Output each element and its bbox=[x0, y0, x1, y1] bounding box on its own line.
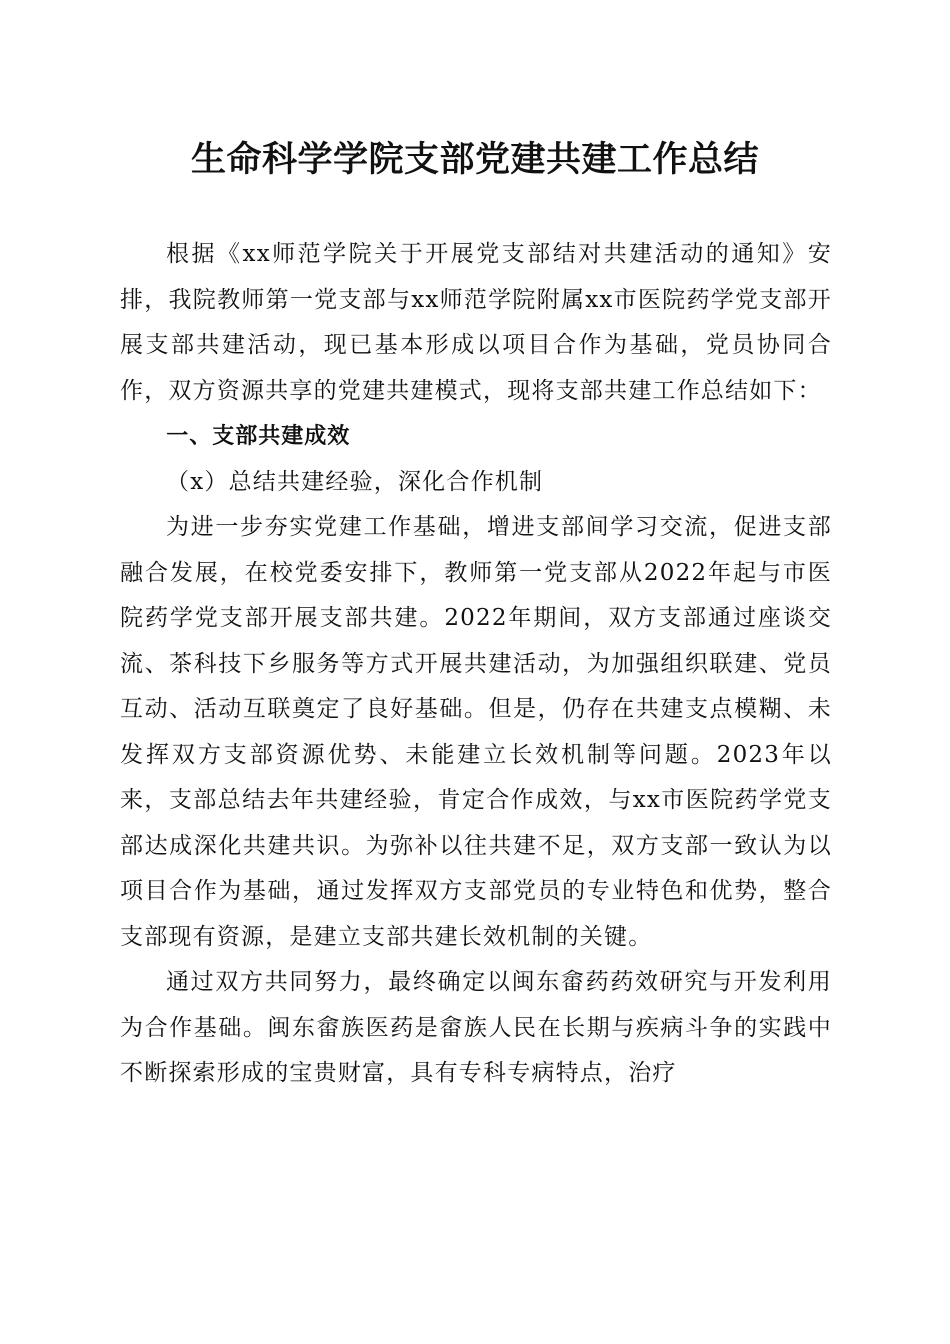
body-paragraph: 为进一步夯实党建工作基础，增进支部间学习交流，促进支部融合发展，在校党委安排下，教师第一党支部从2022年起与市医院药学党支部开展支部共建。2022年期间，双方支部通过座谈交流、茶科技下乡服务等方式开展共建活动，为加强组织联建、党员互动、活动互联奠定了良好基础。但是，仍存在共建支点模糊、未发挥双方支部资源优势、未能建立长效机制等问题。2023年以来，支部总结去年共建经验，肯定合作成效，与xx市医院药学党支部达成深化共建共识。为弥补以往共建不足，双方支部一致认为以项目合作为基础，通过发挥双方支部党员的专业特色和优势，整合支部现有资源，是建立支部共建长效机制的关键。 bbox=[120, 514, 832, 950]
document-body bbox=[120, 232, 832, 1097]
section-heading: 一、支部共建成效 bbox=[166, 424, 351, 449]
document-title: 生命科学学院支部党建共建工作总结 bbox=[190, 139, 759, 180]
intro-paragraph: 根据《xx师范学院关于开展党支部结对共建活动的通知》安排，我院教师第一党支部与xx师范学院附属xx市医院药学党支部开展支部共建活动，现已基本形成以项目合作为基础，党员协同合作，双方资源共享的党建共建模式，现将支部共建工作总结如下： bbox=[120, 241, 832, 404]
subsection-heading: （x）总结共建经验，深化合作机制 bbox=[166, 468, 544, 495]
body-paragraph: 通过双方共同努力，最终确定以闽东畲药药效研究与开发利用为合作基础。闽东畲族医药是畲族人民在长期与疾病斗争的实践中不断探索形成的宝贵财富，具有专科专病特点，治疗 bbox=[120, 969, 832, 1086]
